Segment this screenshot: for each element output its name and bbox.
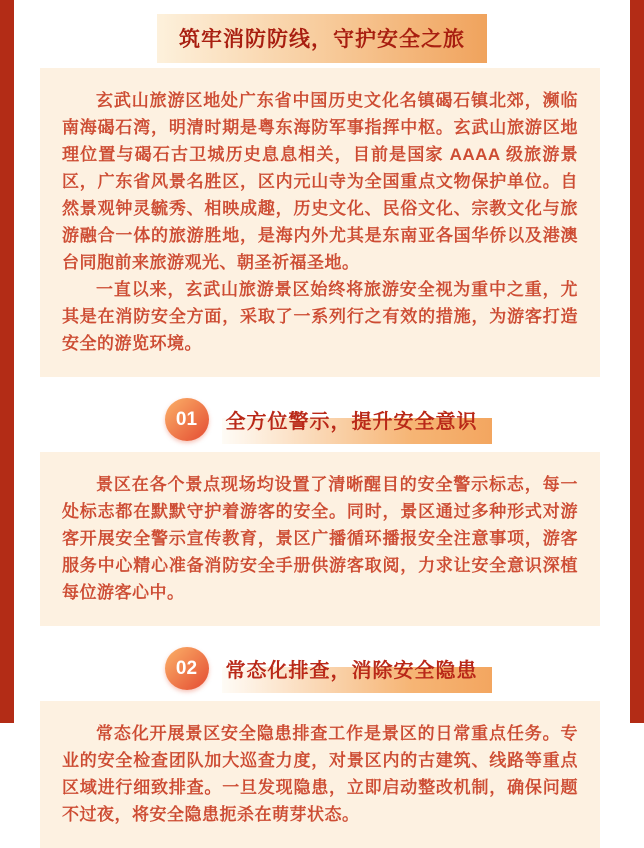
intro-paragraph-2: 一直以来，玄武山旅游景区始终将旅游安全视为重中之重，尤其是在消防安全方面，采取了一系列行之有效的措施，为游客打造安全的游览环境。 bbox=[62, 280, 578, 353]
left-edge-stripe bbox=[0, 0, 14, 723]
section-1-header bbox=[0, 398, 644, 441]
section-1-title: 全方位警示，提升安全意识 bbox=[224, 405, 480, 434]
section-1-card bbox=[40, 452, 600, 626]
page-title: 筑牢消防防线，守护安全之旅 bbox=[157, 14, 487, 63]
section-2-title: 常态化排查，消除安全隐患 bbox=[224, 654, 480, 683]
section-2-header bbox=[0, 647, 644, 690]
section-1-paragraph: 景区在各个景点现场均设置了清晰醒目的安全警示标志，每一处标志都在默默守护着游客的安全。同时，景区通过多种形式对游客开展安全警示宣传教育，景区广播循环播报安全注意事项，游客服务中心精心准备消防安全手册供游客取阅，力求让安全意识深植每位游客心中。 bbox=[62, 475, 578, 602]
section-2-number-badge: 02 bbox=[165, 647, 209, 690]
section-1-number-badge: 01 bbox=[165, 398, 209, 441]
right-edge-stripe bbox=[630, 0, 644, 723]
intro-card bbox=[40, 68, 600, 377]
banner-row bbox=[0, 0, 644, 63]
section-2-paragraph: 常态化开展景区安全隐患排查工作是景区的日常重点任务。专业的安全检查团队加大巡查力度，对景区内的古建筑、线路等重点区域进行细致排查。一旦发现隐患，立即启动整改机制，确保问题不过夜，将安全隐患扼杀在萌芽状态。 bbox=[62, 724, 578, 824]
intro-paragraph-1: 玄武山旅游区地处广东省中国历史文化名镇碣石镇北郊，濒临南海碣石湾，明清时期是粤东海防军事指挥中枢。玄武山旅游区地理位置与碣石古卫城历史息息相关，目前是国家 AAAA 级旅游景区，广东省风景名胜区，区内元山寺为全国重点文物保护单位。自然景观钟灵毓秀、相映成趣，历史文化、民俗文化、宗教文化与旅游融合一体的旅游胜地，是海内外尤其是东南亚各国华侨以及港澳台同胞前来旅游观光、朝圣祈福圣地。 bbox=[62, 91, 578, 272]
section-2-card bbox=[40, 701, 600, 848]
